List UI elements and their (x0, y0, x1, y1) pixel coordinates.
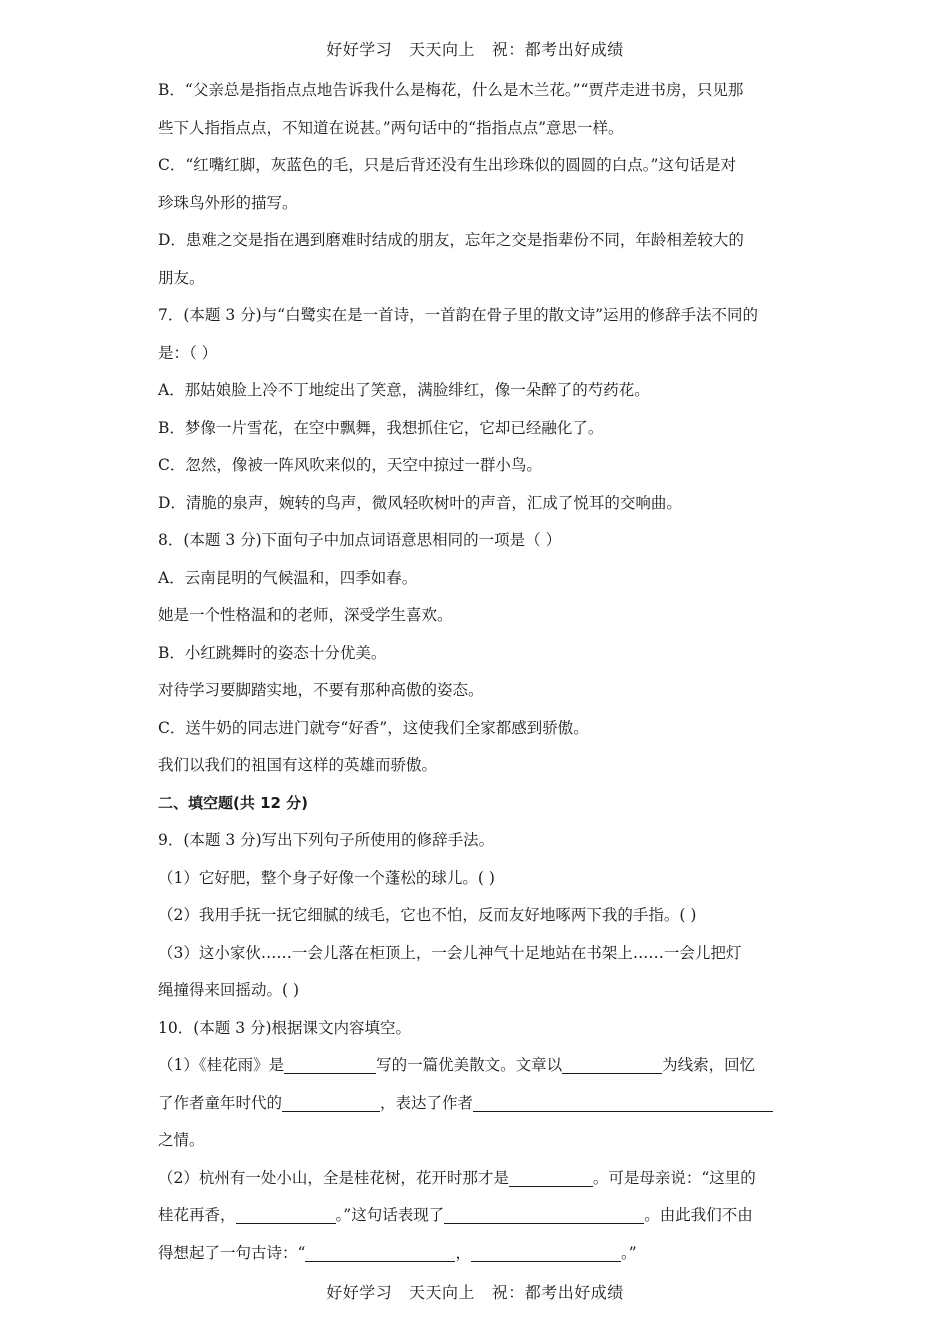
fill-text: 。” (620, 1243, 637, 1262)
answer-blank[interactable] (444, 1205, 644, 1224)
option-line: C．送牛奶的同志进门就夸“好香”，这使我们全家都感到骄傲。 (158, 718, 589, 737)
fill-text: ，表达了作者 (380, 1093, 474, 1112)
text-line: C．“红嘴红脚，灰蓝色的毛，只是后背还没有生出珍珠似的圆圆的白点。”这句话是对 (158, 156, 736, 174)
question-9-line: 9．(本题 3 分)写出下列句子所使用的修辞手法。 (158, 831, 495, 849)
question-7-line: 7．(本题 3 分)与“白鹭实在是一首诗，一首韵在骨子里的散文诗”运用的修辞手法不同的 (158, 306, 759, 324)
text-line: 些下人指指点点，不知道在说甚。”两句话中的“指指点点”意思一样。 (158, 118, 624, 137)
fill-line (158, 1160, 794, 1198)
sub-question-line: （2）我用手抚一抚它细腻的绒毛，它也不怕，反而友好地啄两下我的手指。( ) (158, 906, 697, 924)
page-header: 好好学习 天天向上 祝：都考出好成绩 (326, 40, 624, 59)
fill-text: 为线索，回忆 (662, 1056, 756, 1074)
text-line: D．患难之交是指在遇到磨难时结成的朋友，忘年之交是指辈份不同，年龄相差较大的 (158, 231, 744, 249)
fill-text: 。”这句话表现了 (335, 1206, 445, 1224)
option-line: A．云南昆明的气候温和，四季如春。 (158, 568, 418, 587)
option-line: B．梦像一片雪花，在空中飘舞，我想抓住它，它却已经融化了。 (158, 418, 604, 437)
sub-question-line: （1）它好肥，整个身子好像一个蓬松的球儿。( ) (158, 868, 495, 887)
option-line: B．小红跳舞时的姿态十分优美。 (158, 643, 387, 662)
answer-blank[interactable] (471, 1243, 621, 1262)
text-line: 她是一个性格温和的老师，深受学生喜欢。 (158, 606, 453, 624)
fill-text: 。由此我们不由 (644, 1206, 753, 1224)
page-footer: 好好学习 天天向上 祝：都考出好成绩 (326, 1283, 624, 1302)
answer-blank[interactable] (473, 1093, 773, 1112)
option-line: C．忽然，像被一阵风吹来似的，天空中掠过一群小鸟。 (158, 456, 542, 474)
question-10-line: 10．(本题 3 分)根据课文内容填空。 (158, 1018, 412, 1037)
sub-question-line: （3）这小家伙……一会儿落在柜顶上，一会儿神气十足地站在书架上……一会儿把灯 (158, 943, 742, 962)
question-7-line: 是：（ ） (158, 343, 218, 362)
text-line: 朋友。 (158, 268, 205, 287)
text-line: B．“父亲总是指指点点地告诉我什么是梅花，什么是木兰花。”“贾芹走进书房，只见那 (158, 81, 744, 99)
fill-text: （2）杭州有一处小山，全是桂花树，花开时那才是 (158, 1168, 509, 1187)
answer-blank[interactable] (236, 1205, 336, 1224)
answer-blank[interactable] (282, 1093, 380, 1112)
fill-text: 了作者童年时代的 (158, 1093, 283, 1112)
fill-text: 。可是母亲说：“这里的 (592, 1168, 756, 1187)
fill-line (158, 1197, 794, 1235)
fill-line: 之情。 (158, 1131, 205, 1149)
question-8-line: 8．(本题 3 分)下面句子中加点词语意思相同的一项是（ ） (158, 531, 562, 549)
fill-text: （1）《桂花雨》是 (158, 1056, 285, 1074)
fill-text: 得想起了一句古诗：“ (158, 1243, 306, 1262)
text-line: 对待学习要脚踏实地，不要有那种高傲的姿态。 (158, 681, 484, 699)
fill-text: 写的一篇优美散文。文章以 (376, 1056, 563, 1074)
option-line: A．那姑娘脸上冷不丁地绽出了笑意，满脸绯红，像一朵醉了的芍药花。 (158, 381, 650, 399)
text-line: 我们以我们的祖国有这样的英雄而骄傲。 (158, 756, 438, 774)
section-heading: 二、填空题(共 12 分) (158, 793, 309, 812)
answer-blank[interactable] (562, 1055, 662, 1074)
fill-line (158, 1085, 794, 1123)
fill-text: 桂花再香， (158, 1206, 236, 1224)
fill-text: ， (455, 1243, 471, 1262)
document-body (158, 72, 794, 1272)
fill-line (158, 1235, 794, 1273)
answer-blank[interactable] (284, 1055, 376, 1074)
option-line: D．清脆的泉声，婉转的鸟声，微风轻吹树叶的声音，汇成了悦耳的交响曲。 (158, 493, 682, 512)
sub-question-line: 绳撞得来回摇动。( ) (158, 981, 300, 999)
answer-blank[interactable] (305, 1243, 455, 1262)
fill-line (158, 1047, 794, 1085)
text-line: 珍珠鸟外形的描写。 (158, 193, 298, 212)
answer-blank[interactable] (509, 1168, 593, 1187)
